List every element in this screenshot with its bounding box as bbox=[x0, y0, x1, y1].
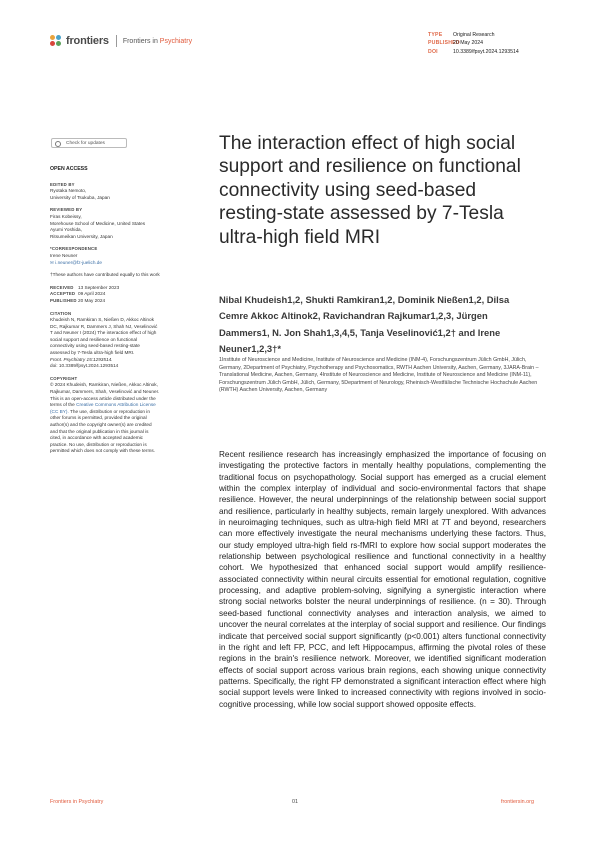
article-title: The interaction effect of high social support and resilience on functional connectivity using seed-based resting-state assessed by 7-Tesla ultra-high field MRI bbox=[219, 133, 521, 248]
citation-block bbox=[50, 311, 160, 370]
correspondence-name: Irene Neuner bbox=[50, 252, 78, 258]
affiliations: 1Institute of Neuroscience and Medicine, Institute of Neuroscience and Medicine (INM-4), Forschungszentrum Jülich GmbH, Jülich, Germany, 2Department of Psychiatry, Psychotherapy and Psychosomatics, RWTH Aachen University, Aachen, Germany, 3JARA-Brain – Translational Medicine, Aachen, Germany, 4Institute of Neuroscience and Medicine, Institute of Neuroscience and Medicine (INM-11), Forschungszentrum Jülich GmbH, Jülich, Germany, 5Department of Neurology, Rheinisch-Westfälische Technische Hochschule Aachen (RWTH) Aachen University, Aachen, Germany bbox=[219, 357, 539, 394]
published-date: 20 May 2024 bbox=[78, 297, 106, 303]
copyright-terms: The use, distribution or reproduction in other forums is permitted, provided the original author(s) and the copyright owner(s) are credited and that the original publication in this journal is cited, in accordance with accepted academic practice. No use, distribution or reproduction is permitted which does not comply with these terms. bbox=[50, 408, 155, 454]
check-for-updates-button[interactable] bbox=[51, 138, 127, 148]
abstract: Recent resilience research has increasingly emphasized the importance of focusing on investigating the protective factors in mentally healthy populations, complementing the traditional focus on psychopathology. Social support has emerged as a crucial element within the complex interplay of individual and socio-environmental factors that shape resilience. However, the neural underpinnings of the relationship between social support and resilience, particularly in healthy subjects, remain largely unexplored. With advances in neuroimaging techniques, such as ultra-high field MRI at 7T and beyond, researchers can more effectively investigate the neural mechanisms underlying these factors. Thus, our study employed ultra-high field rs-fMRI to explore how social support moderates the relationship between psychological resilience and functional connectivity in a healthy cohort. We hypothesized that enhanced social support would amplify resilience-associated connectivity within neural circuits essential for emotional regulation, cognitive processing, and adaptive problem-solving, signifying a synergistic interaction where strong social networks bolster the neural underpinnings of resilience. (n = 30). Through seed-based functional connectivity analyses and interaction analysis, we aimed to uncover the neural correlates at the interplay of social support and resilience. Our findings indicate that perceived social support significantly (p<0.001) alters functional connectivity in the right and left FP, PCC, and left Hippocampus, affirming the pivotal roles of these regions in the brain's resilience network. Moreover, we identified significant moderation effects of social support across various brain regions, each showing unique connectivity patterns. Specifically, the right FP demonstrated a significant interaction effect where high social support levels were linked to increased connectivity with regions involved in socio-cognitive processing, while low social support showed opposite effects. bbox=[219, 450, 546, 709]
copyright-block bbox=[50, 376, 160, 455]
reviewer-affiliation: Morehouse School of Medicine, United States bbox=[50, 220, 146, 226]
sidebar-info bbox=[50, 166, 160, 461]
page-number: 01 bbox=[292, 799, 298, 805]
meta-value-doi[interactable]: 10.3389/fpsyt.2024.1293514 bbox=[453, 48, 519, 55]
meta-value-type: Original Research bbox=[453, 32, 495, 38]
edited-by-block bbox=[50, 182, 160, 202]
meta-key-published: PUBLISHED bbox=[428, 40, 460, 47]
citation-label: CITATION bbox=[50, 310, 72, 316]
check-updates-label: Check for updates bbox=[66, 141, 105, 146]
license-link[interactable]: Creative Commons Attribution License (CC BY). bbox=[50, 402, 156, 414]
reviewed-by-block bbox=[50, 207, 160, 240]
copyright-label: COPYRIGHT bbox=[50, 375, 78, 381]
meta-key-type: TYPE bbox=[428, 32, 443, 38]
frontiers-dots-icon bbox=[50, 35, 62, 47]
article-meta bbox=[428, 31, 519, 56]
published-label: PUBLISHED bbox=[50, 297, 77, 303]
footer-site-link[interactable]: frontiersin.org bbox=[501, 799, 534, 805]
reviewer-affiliation: Ritsumeikan University, Japan bbox=[50, 233, 113, 239]
correspondence-label: *CORRESPONDENCE bbox=[50, 246, 98, 252]
reviewer-name: Ayumi Yoshida, bbox=[50, 227, 82, 233]
equal-contribution-note: †These authors have contributed equally to this work bbox=[50, 272, 160, 278]
editor-affiliation: University of Tsukuba, Japan bbox=[50, 194, 110, 200]
journal-title: Frontiers in Psychiatry bbox=[122, 37, 193, 45]
correspondence-email[interactable]: ✉ i.neuner@fz-juelich.de bbox=[50, 259, 102, 265]
frontiers-logo[interactable] bbox=[50, 34, 192, 48]
editor-name: Ryotaka Nemoto, bbox=[50, 188, 87, 194]
accepted-date: 09 April 2024 bbox=[78, 291, 106, 297]
citation-journal: Front. Psychiatry 15:1293514. bbox=[50, 356, 113, 362]
meta-value-published: 20 May 2024 bbox=[453, 40, 483, 47]
received-label: RECEIVED bbox=[50, 284, 74, 290]
footer-journal: Frontiers in Psychiatry bbox=[50, 799, 104, 805]
logo-wordmark: frontiers bbox=[66, 35, 109, 47]
citation-text: Khudeish N, Ramkiran S, Nießen D, Akkoc Altinok DC, Rajkumar R, Dammers J, Shah NJ, Veselinović T and Neuner I (2024) The interaction effect of high social support and resilience on functional connectivity using seed-based resting-state assessed by 7-Tesla ultra-high field MRI. bbox=[50, 317, 158, 356]
update-check-icon bbox=[55, 141, 61, 147]
citation-doi: doi: 10.3389/fpsyt.2024.1293514 bbox=[50, 363, 119, 369]
author-list: Nibal Khudeish1,2, Shukti Ramkiran1,2, Dominik Nießen1,2, Dilsa Cemre Akkoc Altinok2, Ravichandran Rajkumar1,2,3, Jürgen Dammers1, N. Jon Shah1,3,4,5, Tanja Veselinović1,2† and Irene Neuner1,2,3†* bbox=[219, 294, 510, 355]
correspondence-block bbox=[50, 246, 160, 266]
copyright-text: © 2024 Khudeish, Ramkiran, Nießen, Akkoc Altinok, Rajkumar, Dammers, Shah, Veselinović and Neuner. This is an open-access article distributed under the terms of the bbox=[50, 382, 160, 408]
open-access-label: OPEN ACCESS bbox=[50, 166, 88, 172]
received-date: 13 September 2023 bbox=[78, 284, 120, 290]
edited-by-label: EDITED BY bbox=[50, 181, 75, 187]
divider bbox=[116, 35, 117, 47]
accepted-label: ACCEPTED bbox=[50, 291, 76, 297]
dates-block bbox=[50, 285, 160, 305]
reviewer-name: Firas Kobeissy, bbox=[50, 213, 82, 219]
meta-key-doi: DOI bbox=[428, 48, 438, 55]
reviewed-by-label: REVIEWED BY bbox=[50, 207, 83, 213]
